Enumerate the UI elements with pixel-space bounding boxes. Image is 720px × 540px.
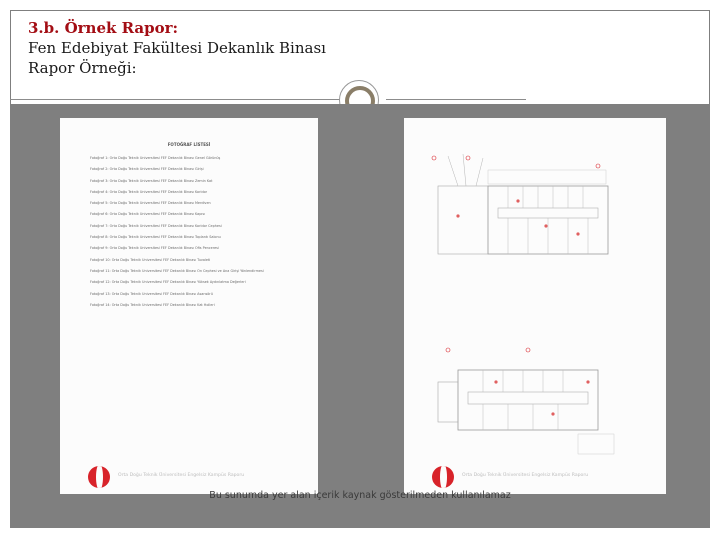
slide-title [28,18,326,78]
photo-list-item: Fotoğraf 8: Orta Doğu Teknik Üniversitesi FEF Dekanlık Binası Toplantı Salonu [90,235,221,240]
photo-list-item: Fotoğraf 6: Orta Doğu Teknik Üniversitesi FEF Dekanlık Binası Kapısı [90,212,206,217]
document-page-photo-list [60,118,318,494]
page-footer [432,466,652,488]
page-heading: FOTOĞRAF LİSTESİ [167,142,211,147]
floor-plan-upper [428,146,618,264]
university-logo-icon [88,466,110,488]
photo-list-item: Fotoğraf 9: Orta Doğu Teknik Üniversitesi FEF Dekanlık Binası Ofis Penceresi [90,246,219,251]
page-footer-text: Orta Doğu Teknik Üniversitesi Engelsiz Kampüs Raporu [462,473,589,478]
page-footer [88,466,308,488]
photo-list-item: Fotoğraf 12: Orta Doğu Teknik Üniversitesi FEF Dekanlık Binası Yüksek Aydınlatma Değerleri [90,280,246,285]
title-line-1: 3.b. Örnek Rapor: [28,19,179,37]
photo-list-item: Fotoğraf 14: Orta Doğu Teknik Üniversitesi FEF Dekanlık Binası Kat Holleri [90,302,215,307]
university-logo-icon [432,466,454,488]
disclaimer-text: Bu sunumda yer alan içerik kaynak gösterilmeden kullanılamaz [209,490,511,501]
photo-list-item: Fotoğraf 2: Orta Doğu Teknik Üniversitesi FEF Dekanlık Binası Girişi [90,167,204,172]
floor-plan-lower [428,342,618,460]
footer-bar [11,502,709,527]
photo-list-item: Fotoğraf 3: Orta Doğu Teknik Üniversitesi FEF Dekanlık Binası Zemin Kat [90,178,213,183]
title-line-3: Rapor Örneği: [28,59,137,77]
photo-list-item: Fotoğraf 13: Orta Doğu Teknik Üniversitesi FEF Dekanlık Binası Asansörü [90,291,213,296]
title-divider-right [386,99,526,100]
floor-plan-upper-drawing [428,146,618,264]
photo-list-item: Fotoğraf 4: Orta Doğu Teknik Üniversitesi FEF Dekanlık Binası Koridor [90,189,208,194]
document-page-floor-plans [404,118,666,494]
photo-list [90,156,310,314]
photo-list-item: Fotoğraf 10: Orta Doğu Teknik Üniversitesi FEF Dekanlık Binası Tuvaleti [90,257,211,262]
title-divider-left [10,99,340,100]
photo-list-item: Fotoğraf 11: Orta Doğu Teknik Üniversitesi FEF Dekanlık Binası Ön Cephesi ve Ana Girişi Yönlendirmesi [90,268,264,273]
photo-list-item: Fotoğraf 1: Orta Doğu Teknik Üniversitesi FEF Dekanlık Binası Genel Görünüş [90,156,221,160]
title-line-2: Fen Edebiyat Fakültesi Dekanlık Binası [28,39,326,57]
photo-list-item: Fotoğraf 5: Orta Doğu Teknik Üniversitesi FEF Dekanlık Binası Merdiven [90,201,211,206]
photo-list-item: Fotoğraf 7: Orta Doğu Teknik Üniversitesi FEF Dekanlık Binası Koridor Cephesi [90,223,222,228]
floor-plan-lower-drawing [428,342,618,460]
page-footer-text: Orta Doğu Teknik Üniversitesi Engelsiz Kampüs Raporu [118,473,245,478]
